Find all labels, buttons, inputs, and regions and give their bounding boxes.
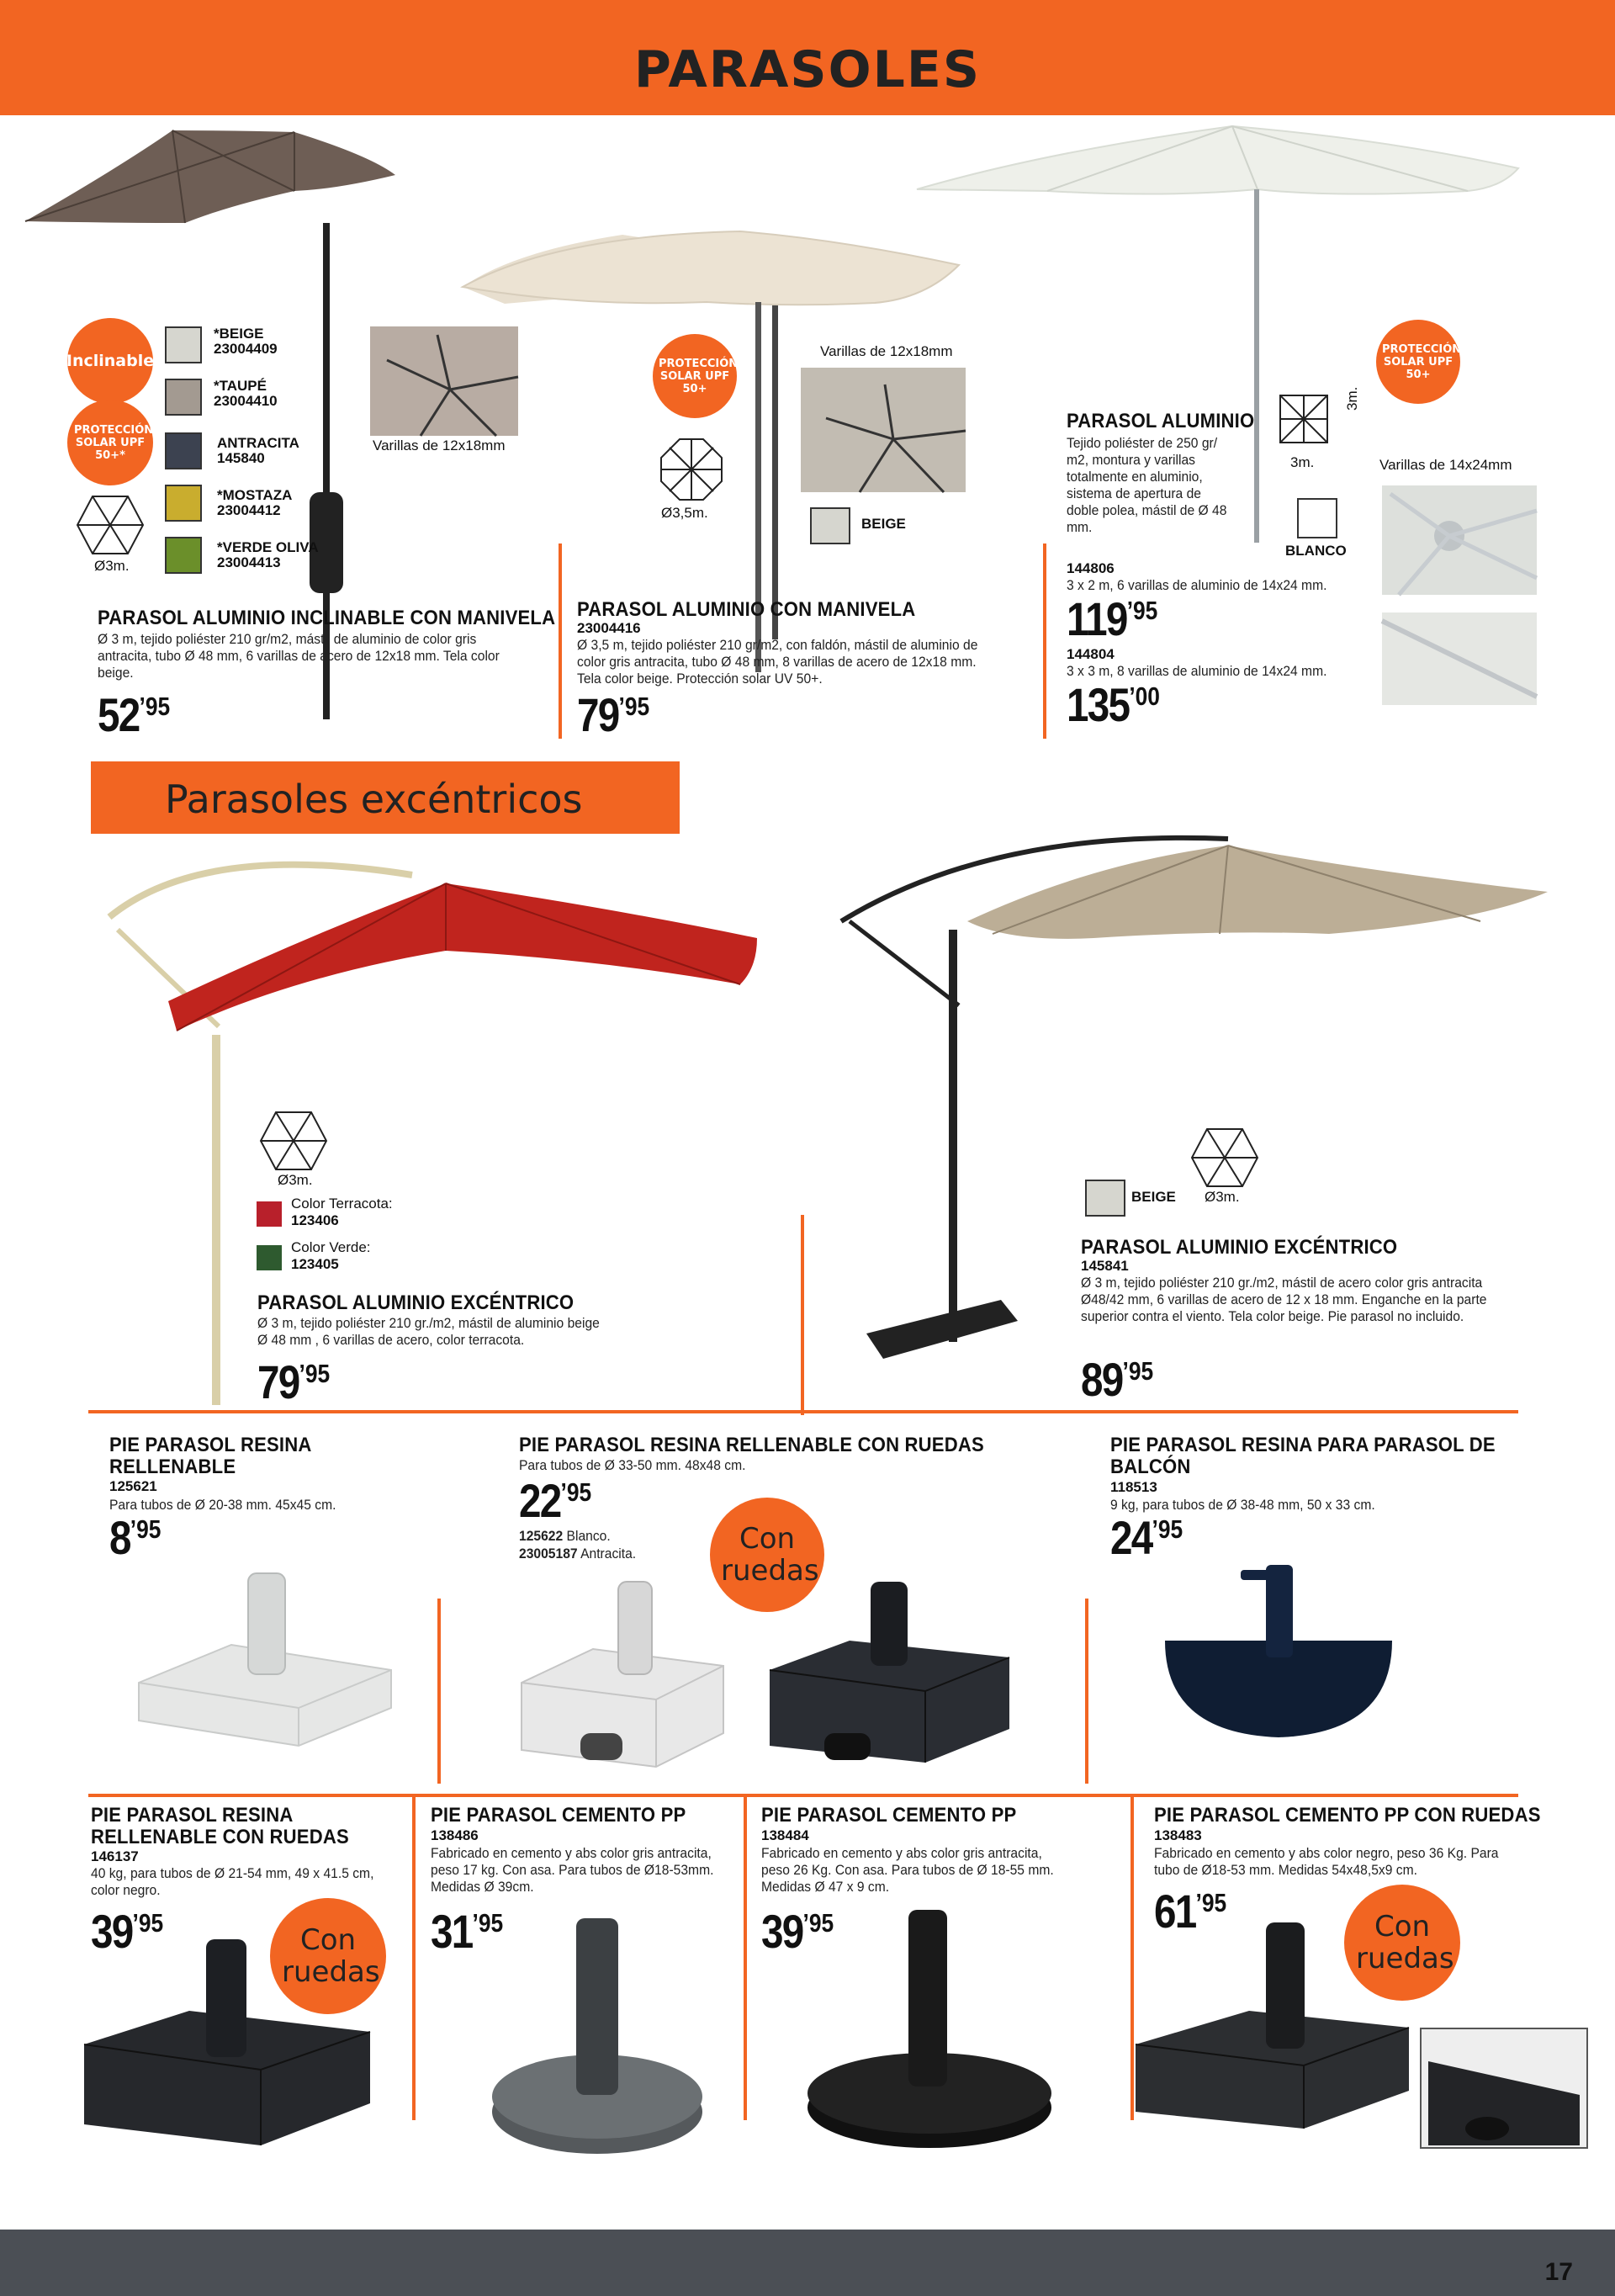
variant-code: 144806 xyxy=(1067,560,1115,576)
product-price: $79^{’95}$ xyxy=(577,688,650,741)
base-white-photo xyxy=(130,1565,400,1750)
badge-upf: PROTECCIÓN SOLAR UPF 50+* xyxy=(67,400,153,485)
page-number: 17 xyxy=(1544,2258,1573,2286)
base-black-wheels-photo xyxy=(80,1935,383,2171)
color-label: Color Terracota: xyxy=(291,1196,393,1212)
product-price: $24^{’95}$ xyxy=(1110,1511,1183,1564)
product-desc: Tejido poliéster de 250 gr/ m2, montura y varillas totalmente en aluminio, sistema de apertura de doble polea, mástil de Ø 48 mm. xyxy=(1067,435,1227,535)
product-price: $89^{’95}$ xyxy=(1081,1353,1154,1406)
badge-upf: PROTECCIÓN SOLAR UPF 50+ xyxy=(1376,320,1460,404)
color-swatch xyxy=(165,432,202,469)
section-banner xyxy=(91,761,680,834)
variant-price: $119^{’95}$ xyxy=(1067,592,1158,645)
variant-desc: 3 x 2 m, 6 varillas de aluminio de 14x24 mm. xyxy=(1067,577,1327,593)
divider xyxy=(801,1215,804,1415)
divider xyxy=(437,1599,441,1784)
base-gray-round-photo xyxy=(484,1910,711,2162)
wheel-detail-photo xyxy=(1420,2028,1588,2149)
product-name: PIE PARASOL CEMENTO PP xyxy=(431,1804,686,1827)
product-desc: Ø 3 m, tejido poliéster 210 gr/m2, mástil de aluminio de color gris antracita, tubo Ø 48 mm, 6 varillas de acero de 12x18 mm. Tela color beige. xyxy=(98,631,500,681)
product-desc: Para tubos de Ø 20-38 mm. 45x45 cm. xyxy=(109,1497,336,1513)
product-code: 146137 xyxy=(91,1848,139,1864)
rods-label: Varillas de 12x18mm xyxy=(373,437,506,453)
base-half-moon-photo xyxy=(1157,1556,1401,1750)
divider xyxy=(1085,1599,1088,1784)
product-code: 138483 xyxy=(1154,1827,1202,1843)
color-swatch-terracota[interactable] xyxy=(257,1201,282,1227)
diameter-label: Ø3m. xyxy=(1205,1189,1240,1205)
product-desc: Ø 3 m, tejido poliéster 210 gr./m2, mástil de aluminio beige Ø 48 mm , 6 varillas de acero, color terracota. xyxy=(257,1315,600,1348)
product-name: PIE PARASOL RESINA RELLENABLE CON RUEDAS xyxy=(91,1804,349,1848)
product-price: $39^{’95}$ xyxy=(761,1905,834,1958)
badge-upf: PROTECCIÓN SOLAR UPF 50+ xyxy=(653,334,737,418)
product-code: 118513 xyxy=(1110,1479,1157,1495)
footer-bar xyxy=(0,2230,1615,2296)
product-price: $8^{’95}$ xyxy=(109,1511,162,1564)
base-black-square-photo xyxy=(1131,1918,1417,2150)
divider xyxy=(1043,544,1046,739)
hexagon-diameter-icon xyxy=(1190,1127,1259,1188)
product-name: PARASOL ALUMINIO EXCÉNTRICO xyxy=(257,1291,575,1314)
product-price: $22^{’95}$ xyxy=(519,1474,592,1527)
base-wheels-photo xyxy=(513,1573,1060,1784)
badge-with-wheels: Con ruedas xyxy=(710,1498,824,1612)
color-code: 123405 xyxy=(291,1256,339,1272)
base-black-round-photo xyxy=(799,1901,1060,2154)
rods-label: Varillas de 14x24mm xyxy=(1379,457,1512,473)
product-name: PIE PARASOL RESINA PARA PARASOL DE BALCÓN xyxy=(1110,1434,1496,1478)
variant-price: $135^{’00}$ xyxy=(1067,678,1160,731)
product-code: 145841 xyxy=(1081,1258,1129,1274)
product-desc: Fabricado en cemento y abs color negro, peso 36 Kg. Para tubo de Ø18-53 mm. Medidas 54x48,5x9 cm. xyxy=(1154,1845,1499,1878)
diameter-label: Ø3,5m. xyxy=(661,505,708,521)
divider xyxy=(88,1794,1518,1797)
color-swatch-beige[interactable] xyxy=(1085,1180,1125,1217)
product-desc: Para tubos de Ø 33-50 mm. 48x48 cm. xyxy=(519,1457,746,1473)
dimension-height-label: 3m. xyxy=(1344,386,1360,411)
color-swatch-white[interactable] xyxy=(1297,498,1337,538)
hexagon-diameter-icon xyxy=(259,1111,328,1171)
color-label: Color Verde: xyxy=(291,1239,371,1255)
parasol-white-photo xyxy=(913,122,1602,543)
variant-desc: 3 x 3 m, 8 varillas de aluminio de 14x24 mm. xyxy=(1067,663,1327,679)
product-price: $31^{’95}$ xyxy=(431,1905,504,1958)
product-desc: 9 kg, para tubos de Ø 38-48 mm, 50 x 33 cm. xyxy=(1110,1497,1375,1513)
product-name: PIE PARASOL CEMENTO PP CON RUEDAS xyxy=(1154,1804,1541,1827)
hexagon-diameter-icon xyxy=(76,495,145,555)
product-name: PIE PARASOL CEMENTO PP xyxy=(761,1804,1017,1827)
product-name: PARASOL ALUMINIO xyxy=(1067,410,1255,432)
product-name: PIE PARASOL RESINA RELLENABLE xyxy=(109,1434,311,1478)
dimension-width-label: 3m. xyxy=(1290,454,1315,470)
divider xyxy=(559,544,562,739)
diameter-label: Ø3m. xyxy=(94,558,130,574)
page-title: PARASOLES xyxy=(633,40,982,99)
product-price: $52^{’95}$ xyxy=(98,688,171,741)
color-label: BEIGE xyxy=(1131,1189,1176,1205)
product-desc: Ø 3 m, tejido poliéster 210 gr./m2, mástil de acero color gris antracita Ø48/42 mm, 6 varillas de acero de 12 x 18 mm. Enganche en la parte superior contra el viento. Tela color beige. Pie parasol no incluido. xyxy=(1081,1275,1487,1324)
divider xyxy=(744,1796,747,2120)
rods-detail-photo-1 xyxy=(1382,485,1537,595)
color-label: BEIGE xyxy=(861,516,906,532)
product-code: 125621 xyxy=(109,1478,157,1494)
product-name: PARASOL ALUMINIO INCLINABLE CON MANIVELA xyxy=(98,607,556,629)
color-label: BLANCO xyxy=(1285,543,1347,559)
product-code: 23004416 xyxy=(577,620,641,636)
product-price: $61^{’95}$ xyxy=(1154,1885,1227,1938)
variant-code: 144804 xyxy=(1067,646,1115,662)
color-code: 123406 xyxy=(291,1212,339,1228)
product-name: PIE PARASOL RESINA RELLENABLE CON RUEDAS xyxy=(519,1434,984,1456)
color-swatch xyxy=(165,485,202,522)
product-desc: Fabricado en cemento y abs color gris antracita, peso 17 kg. Con asa. Para tubos de Ø18-53mm. Medidas Ø 39cm. xyxy=(431,1845,714,1895)
square-size-icon xyxy=(1279,394,1329,444)
badge-inclinable: Inclinable xyxy=(67,318,153,404)
product-code: 138484 xyxy=(761,1827,809,1843)
color-swatch-beige[interactable] xyxy=(810,507,850,544)
color-swatch xyxy=(165,379,202,416)
color-swatch xyxy=(165,326,202,363)
product-name: PARASOL ALUMINIO EXCÉNTRICO xyxy=(1081,1236,1398,1259)
badge-with-wheels: Con ruedas xyxy=(1344,1885,1460,2001)
diameter-label: Ø3m. xyxy=(278,1172,313,1188)
product-desc: Ø 3,5 m, tejido poliéster 210 gr/m2, con faldón, mástil de aluminio de color gris antracita, tubo Ø 48 mm, 8 varillas de acero de 12x18 mm. Tela color beige. Protección solar UV 50+. xyxy=(577,637,978,687)
divider xyxy=(412,1796,416,2120)
rods-detail-photo-2 xyxy=(1382,612,1537,705)
product-desc: Fabricado en cemento y abs color gris antracita, peso 26 Kg. Con asa. Para tubos de Ø 18-55 mm. Medidas Ø 47 x 9 cm. xyxy=(761,1845,1054,1895)
variant-row: 23005187 Antracita. xyxy=(519,1546,637,1562)
badge-with-wheels: Con ruedas xyxy=(270,1898,386,2014)
color-swatch-verde[interactable] xyxy=(257,1245,282,1270)
product-price: $39^{’95}$ xyxy=(91,1905,164,1958)
rods-label: Varillas de 12x18mm xyxy=(820,343,953,359)
octagon-diameter-icon xyxy=(659,437,723,501)
product-code: 138486 xyxy=(431,1827,479,1843)
color-swatch xyxy=(165,537,202,574)
product-name: PARASOL ALUMINIO CON MANIVELA xyxy=(577,598,916,621)
product-price: $79^{’95}$ xyxy=(257,1355,331,1408)
product-desc: 40 kg, para tubos de Ø 21-54 mm, 49 x 41.5 cm, color negro. xyxy=(91,1865,374,1898)
variant-row: 125622 Blanco. xyxy=(519,1528,611,1544)
divider xyxy=(88,1410,1518,1413)
section-title: Parasoles excéntricos xyxy=(165,777,583,822)
